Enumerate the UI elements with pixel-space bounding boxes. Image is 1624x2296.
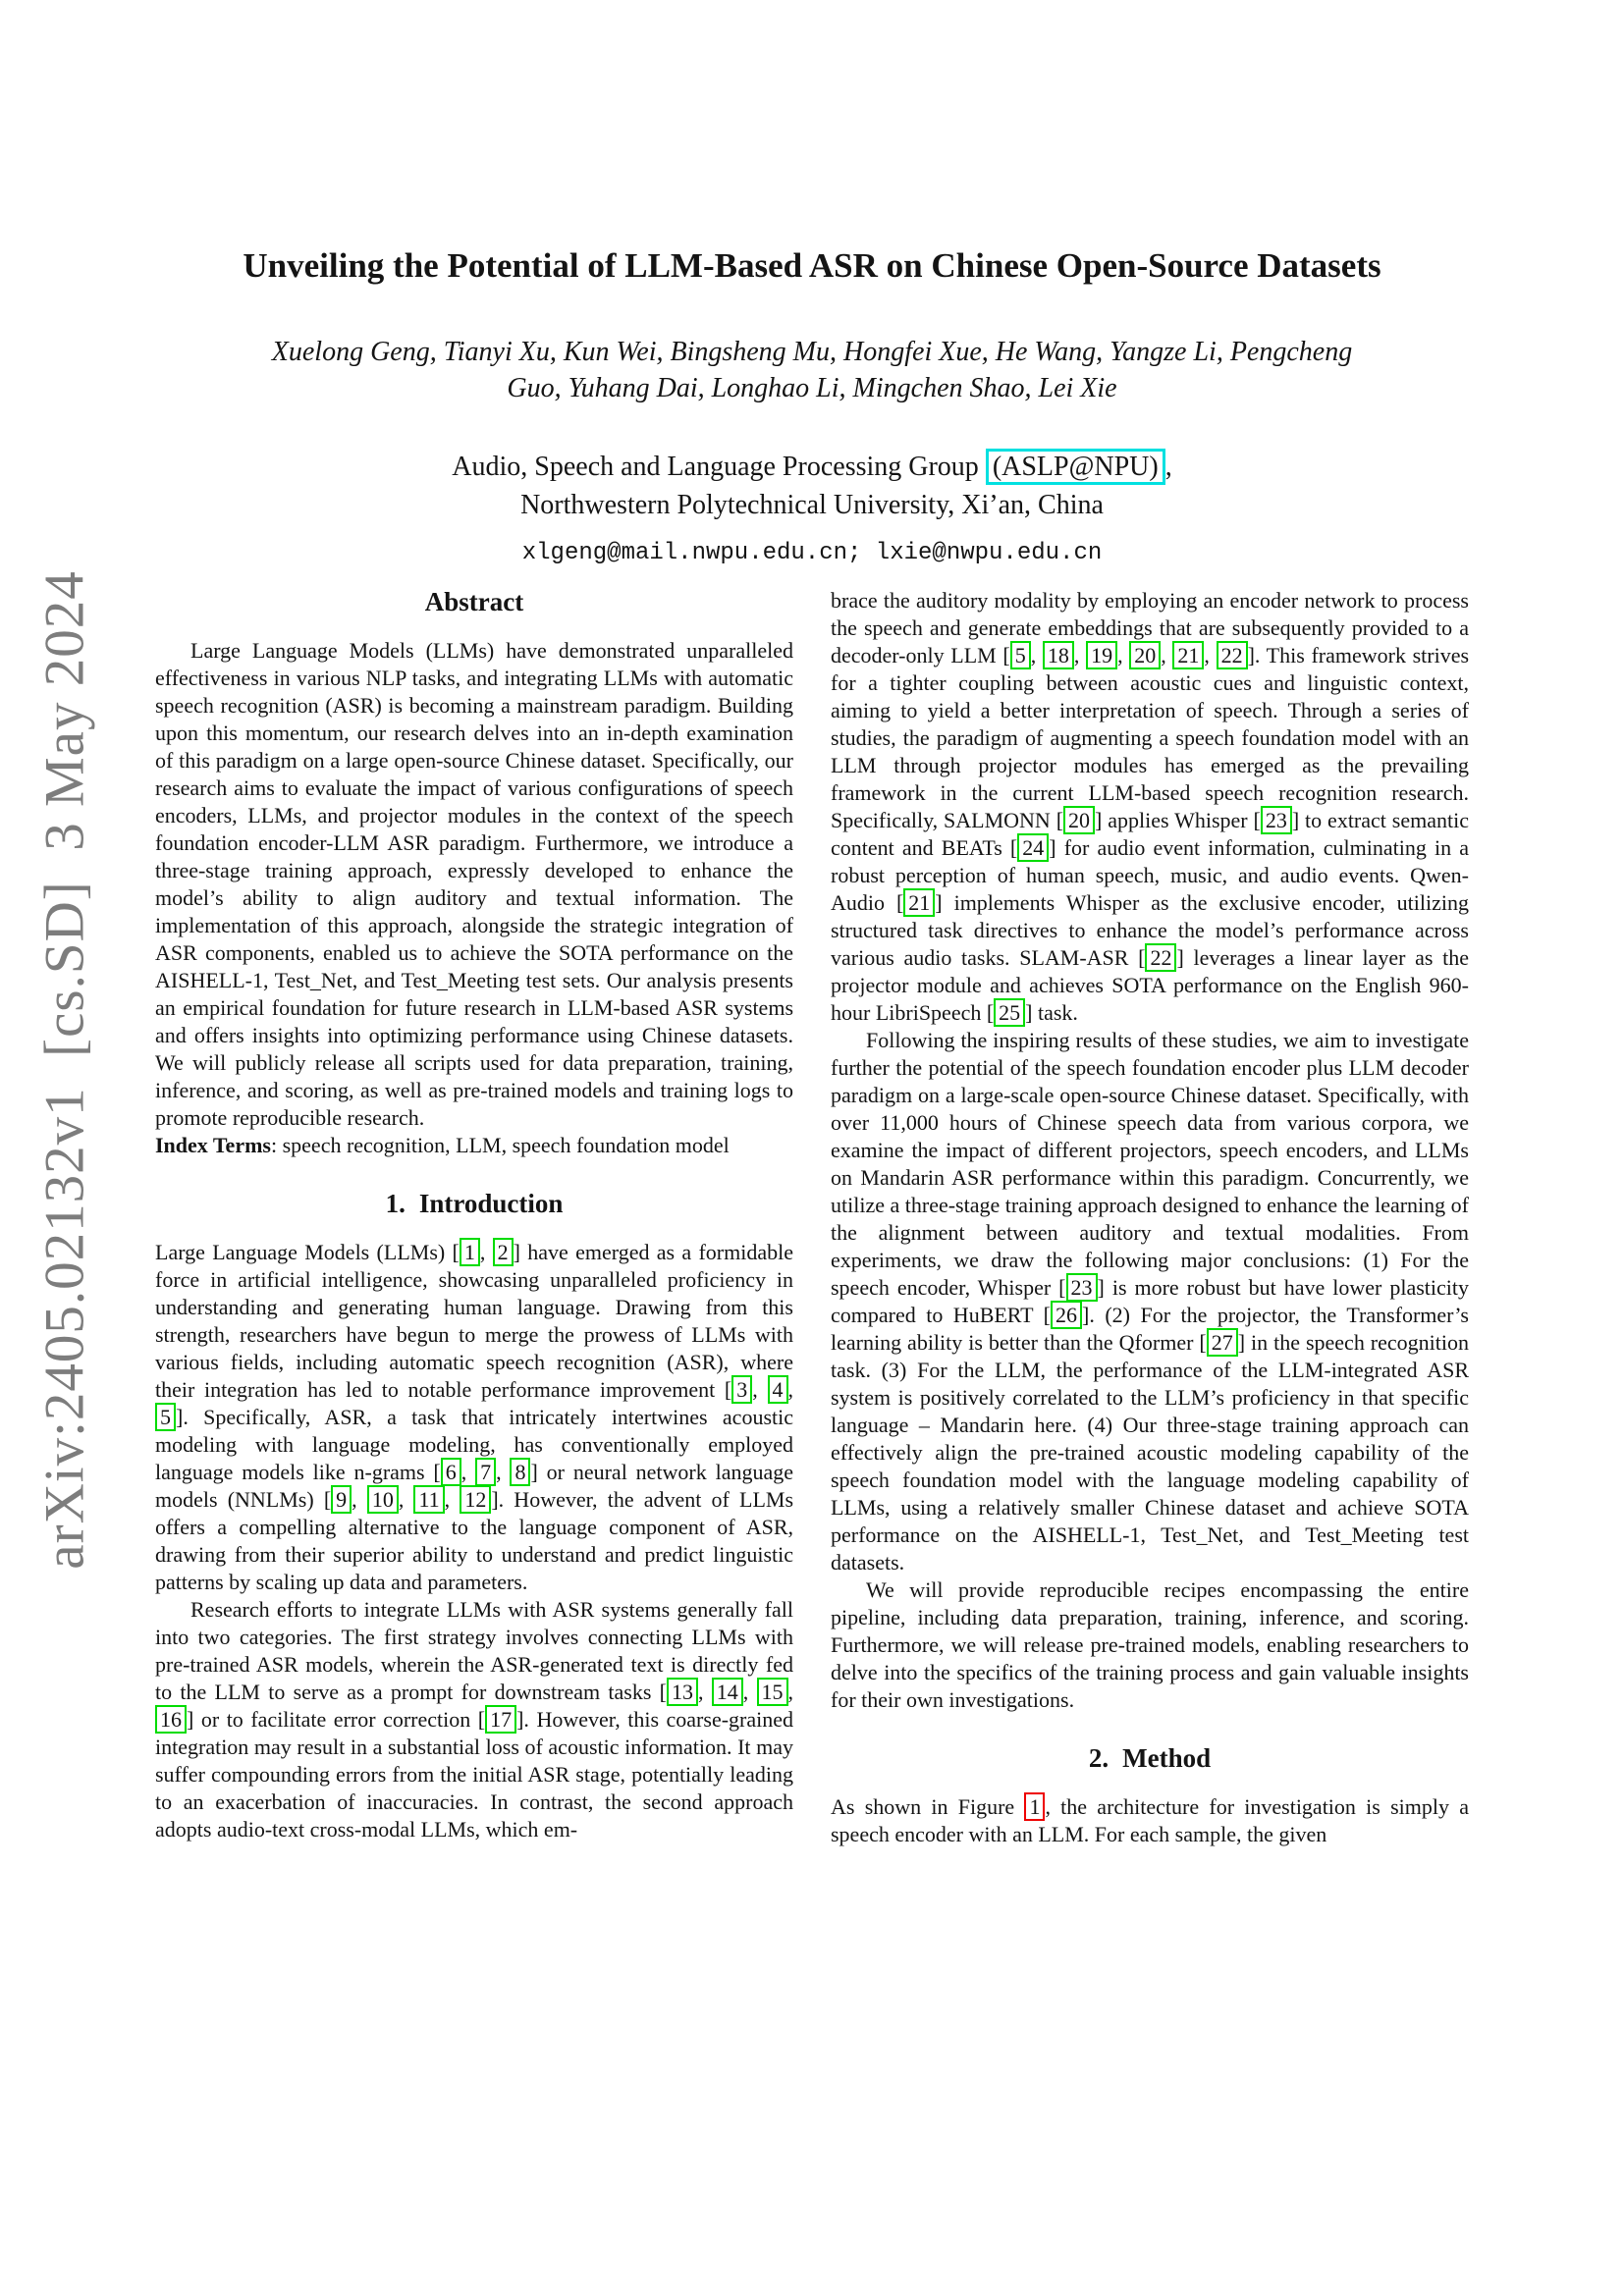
section-title: Introduction bbox=[418, 1189, 564, 1218]
figure-ref[interactable]: 1 bbox=[1024, 1792, 1045, 1821]
affiliation-line-1 bbox=[0, 448, 1624, 486]
arxiv-banner: arXiv:2405.02132v1 [cs.SD] 3 May 2024 bbox=[33, 570, 96, 1570]
citation-ref[interactable]: 2 bbox=[493, 1238, 514, 1266]
intro-paragraph-3: Following the inspiring results of these studies, we aim to investigate further the potential of the speech foundation encoder plus LLM decoder paradigm on a large-scale open-source Chinese dataset. Specifically, with over 11,000 hours of Chinese speech data from various corpora, we examine the impact of different projectors, speech encoders, and LLMs on Mandarin ASR performance within this paradigm. Concurrently, we utilize a three-stage training approach designed to enhance the learning of the alignment between auditory and textual modalities. From experiments, we draw the following major conclusions: (1) For the speech encoder, Whisper [ 23 ] is more robust but have lower plasticity compared to HuBERT [ 26 ]. (2) For the projector, the Transformer’s learning ability is better than the Qformer [ 27 ] in the speech recognition task. (3) For the LLM, the performance of the LLM-integrated ASR system is positively correlated to the LLM’s proficiency in that specific language – Mandarin here. (4) Our three-stage training approach can effectively align the pre-trained acoustic modeling capability of the speech foundation model with the language modeling capability of LLMs, using a relatively smaller Chinese dataset and achieve SOTA performance on the AISHELL-1, Test_Net, and Test_Meeting test datasets. bbox=[831, 1028, 1469, 1575]
citation-ref[interactable]: 23 bbox=[1261, 806, 1292, 834]
citation-ref[interactable]: 3 bbox=[731, 1375, 752, 1404]
citation-ref[interactable]: 18 bbox=[1043, 641, 1074, 669]
author-line-2: Guo, Yuhang Dai, Longhao Li, Mingchen Shao, Lei Xie bbox=[507, 373, 1117, 403]
citation-ref[interactable]: 1 bbox=[460, 1238, 480, 1266]
author-line-1: Xuelong Geng, Tianyi Xu, Kun Wei, Bingsheng Mu, Hongfei Xue, He Wang, Yangze Li, Pengcheng bbox=[271, 337, 1353, 367]
email-line: xlgeng@mail.nwpu.edu.cn; lxie@nwpu.edu.cn bbox=[521, 540, 1103, 566]
section-heading-method bbox=[831, 1743, 1469, 1774]
citation-ref[interactable]: 15 bbox=[757, 1678, 788, 1706]
affiliation-text: Audio, Speech and Language Processing Group bbox=[452, 452, 986, 482]
citation-ref[interactable]: 21 bbox=[1172, 641, 1204, 669]
citation-ref[interactable]: 14 bbox=[712, 1678, 743, 1706]
intro-paragraph-2-continued: brace the auditory modality by employing an encoder network to process the speech and generate embeddings that are subsequently provided to a decoder-only LLM [ 5 , 18 , 19 , 20 , 21 , 22 ]. This framework strives for a tighter coupling between acoustic cues and linguistic context, aiming to yield a better interpretation of speech. Through a series of studies, the paradigm of augmenting a speech foundation model with an LLM through projector modules has emerged as the prevailing framework in the current LLM-based speech recognition research. Specifically, SALMONN [ 20 ] applies Whisper [ 23 ] to extract semantic content and BEATs [ 24 ] for audio event information, culminating in a robust perception of human speech, music, and audio events. Qwen-Audio [ 21 ] implements Whisper as the exclusive encoder, utilizing structured task directives to enhance the model’s performance across various audio tasks. SLAM-ASR [ 22 ] leverages a linear layer as the projector module and achieves SOTA performance on the English 960-hour LibriSpeech [ 25 ] task. bbox=[831, 588, 1470, 1025]
index-terms bbox=[155, 1132, 793, 1159]
citation-ref[interactable]: 24 bbox=[1017, 833, 1049, 862]
citation-ref[interactable]: 20 bbox=[1063, 806, 1095, 834]
citation-ref[interactable]: 26 bbox=[1051, 1301, 1082, 1329]
index-terms-label: Index Terms bbox=[155, 1133, 271, 1157]
citation-ref[interactable]: 12 bbox=[460, 1485, 491, 1514]
citation-ref[interactable]: 16 bbox=[155, 1705, 187, 1734]
citation-ref[interactable]: 10 bbox=[367, 1485, 399, 1514]
citation-ref[interactable]: 21 bbox=[903, 888, 935, 917]
citation-ref[interactable]: 6 bbox=[441, 1458, 461, 1486]
citation-ref[interactable]: 8 bbox=[510, 1458, 530, 1486]
abstract-heading: Abstract bbox=[424, 587, 524, 616]
citation-ref[interactable]: 22 bbox=[1145, 943, 1176, 972]
citation-ref[interactable]: 7 bbox=[475, 1458, 496, 1486]
citation-ref[interactable]: 5 bbox=[1010, 641, 1031, 669]
intro-paragraph-4: We will provide reproducible recipes encompassing the entire pipeline, including data preparation, training, inference, and scoring. Furthermore, we will release pre-trained models, enabling researchers to delve into the specifics of the training process and gain valuable insights for their own investigations. bbox=[831, 1577, 1469, 1712]
left-column bbox=[155, 587, 793, 1848]
abstract-paragraph: Large Language Models (LLMs) have demonstrated unparalleled effectiveness in various NLP tasks, and integrating LLMs with automatic speech recognition (ASR) is becoming a mainstream paradigm. Building upon this momentum, our research delves into an in-depth examination of this paradigm on a large open-source Chinese dataset. Specifically, our research aims to evaluate the impact of various configurations of speech encoders, LLMs, and projector modules in the context of the speech foundation encoder-LLM ASR paradigm. Furthermore, we introduce a three-stage training approach, expressly developed to enhance the model’s ability to align auditory and textual information. The implementation of this approach, alongside the strategic integration of ASR components, enabled us to achieve the SOTA performance on the AISHELL-1, Test_Net, and Test_Meeting test sets. Our analysis presents an empirical foundation for future research in LLM-based ASR systems and offers insights into optimizing performance using Chinese datasets. We will publicly release all scripts used for data preparation, training, inference, and scoring, as well as pre-trained models and training logs to promote reproducible research. bbox=[155, 638, 793, 1130]
citation-ref[interactable]: 4 bbox=[768, 1375, 788, 1404]
section-heading-introduction bbox=[155, 1189, 793, 1219]
paper-header bbox=[0, 245, 1624, 566]
citation-ref[interactable]: 23 bbox=[1066, 1273, 1098, 1302]
affiliation-line-2: Northwestern Polytechnical University, Xi’an, China bbox=[520, 490, 1104, 520]
citation-ref[interactable]: 27 bbox=[1207, 1328, 1238, 1357]
aslp-npu-link[interactable]: (ASLP@NPU) bbox=[986, 449, 1165, 485]
intro-paragraph-2: Research efforts to integrate LLMs with ASR systems generally fall into two categories. The first strategy involves connecting LLMs with pre-trained ASR models, wherein the ASR-generated text is directly fed to the LLM to serve as a prompt for downstream tasks [ 13 , 14 , 15 , 16 ] or to facilitate error correction [ 17 ]. However, this coarse-grained integration may result in a substantial loss of acoustic information. It may suffer compounding errors from the initial ASR stage, potentially leading to an exacerbation of inaccuracies. In contrast, the second approach adopts audio-text cross-modal LLMs, which em- bbox=[155, 1597, 794, 1842]
citation-ref[interactable]: 22 bbox=[1217, 641, 1248, 669]
citation-ref[interactable]: 19 bbox=[1086, 641, 1117, 669]
affiliation-comma: , bbox=[1164, 452, 1172, 482]
right-column bbox=[831, 587, 1469, 1848]
citation-ref[interactable]: 17 bbox=[485, 1705, 516, 1734]
section-number: 2. bbox=[1088, 1743, 1110, 1773]
intro-paragraph-1: Large Language Models (LLMs) [ 1 , 2 ] have emerged as a formidable force in artificial intelligence, showcasing unparalleled proficiency in understanding and generating human language. Drawing from this strength, researchers have begun to merge the prowess of LLMs with various fields, including automatic speech recognition (ASR), where their integration has led to notable performance improvement [ 3 , 4 , 5 ]. Specifically, ASR, a task that intricately intertwines acoustic modeling with language modeling, has conventionally employed language models like n-grams [ 6 , 7 , 8 ] or neural network language models (NNLMs) [ 9 , 10 , 11 , 12 ]. However, the advent of LLMs offers a compelling alternative to the language component of ASR, drawing from their superior ability to understand and predict linguistic patterns by scaling up data and parameters. bbox=[155, 1240, 794, 1594]
index-terms-text: : speech recognition, LLM, speech foundation model bbox=[270, 1133, 730, 1157]
section-number: 1. bbox=[385, 1189, 406, 1218]
author-list bbox=[137, 334, 1487, 406]
citation-ref[interactable]: 13 bbox=[667, 1678, 698, 1706]
affiliation bbox=[0, 448, 1624, 524]
section-title: Method bbox=[1122, 1743, 1212, 1773]
citation-ref[interactable]: 20 bbox=[1129, 641, 1161, 669]
citation-ref[interactable]: 5 bbox=[155, 1403, 176, 1431]
method-paragraph-1: As shown in Figure 1 , the architecture for investigation is simply a speech encoder with an LLM. For each sample, the given bbox=[831, 1794, 1469, 1846]
citation-ref[interactable]: 25 bbox=[994, 998, 1025, 1027]
two-column-body bbox=[155, 587, 1469, 1848]
citation-ref[interactable]: 9 bbox=[331, 1485, 352, 1514]
citation-ref[interactable]: 11 bbox=[413, 1485, 444, 1514]
page-title: Unveiling the Potential of LLM-Based ASR on Chinese Open-Source Datasets bbox=[243, 246, 1381, 285]
